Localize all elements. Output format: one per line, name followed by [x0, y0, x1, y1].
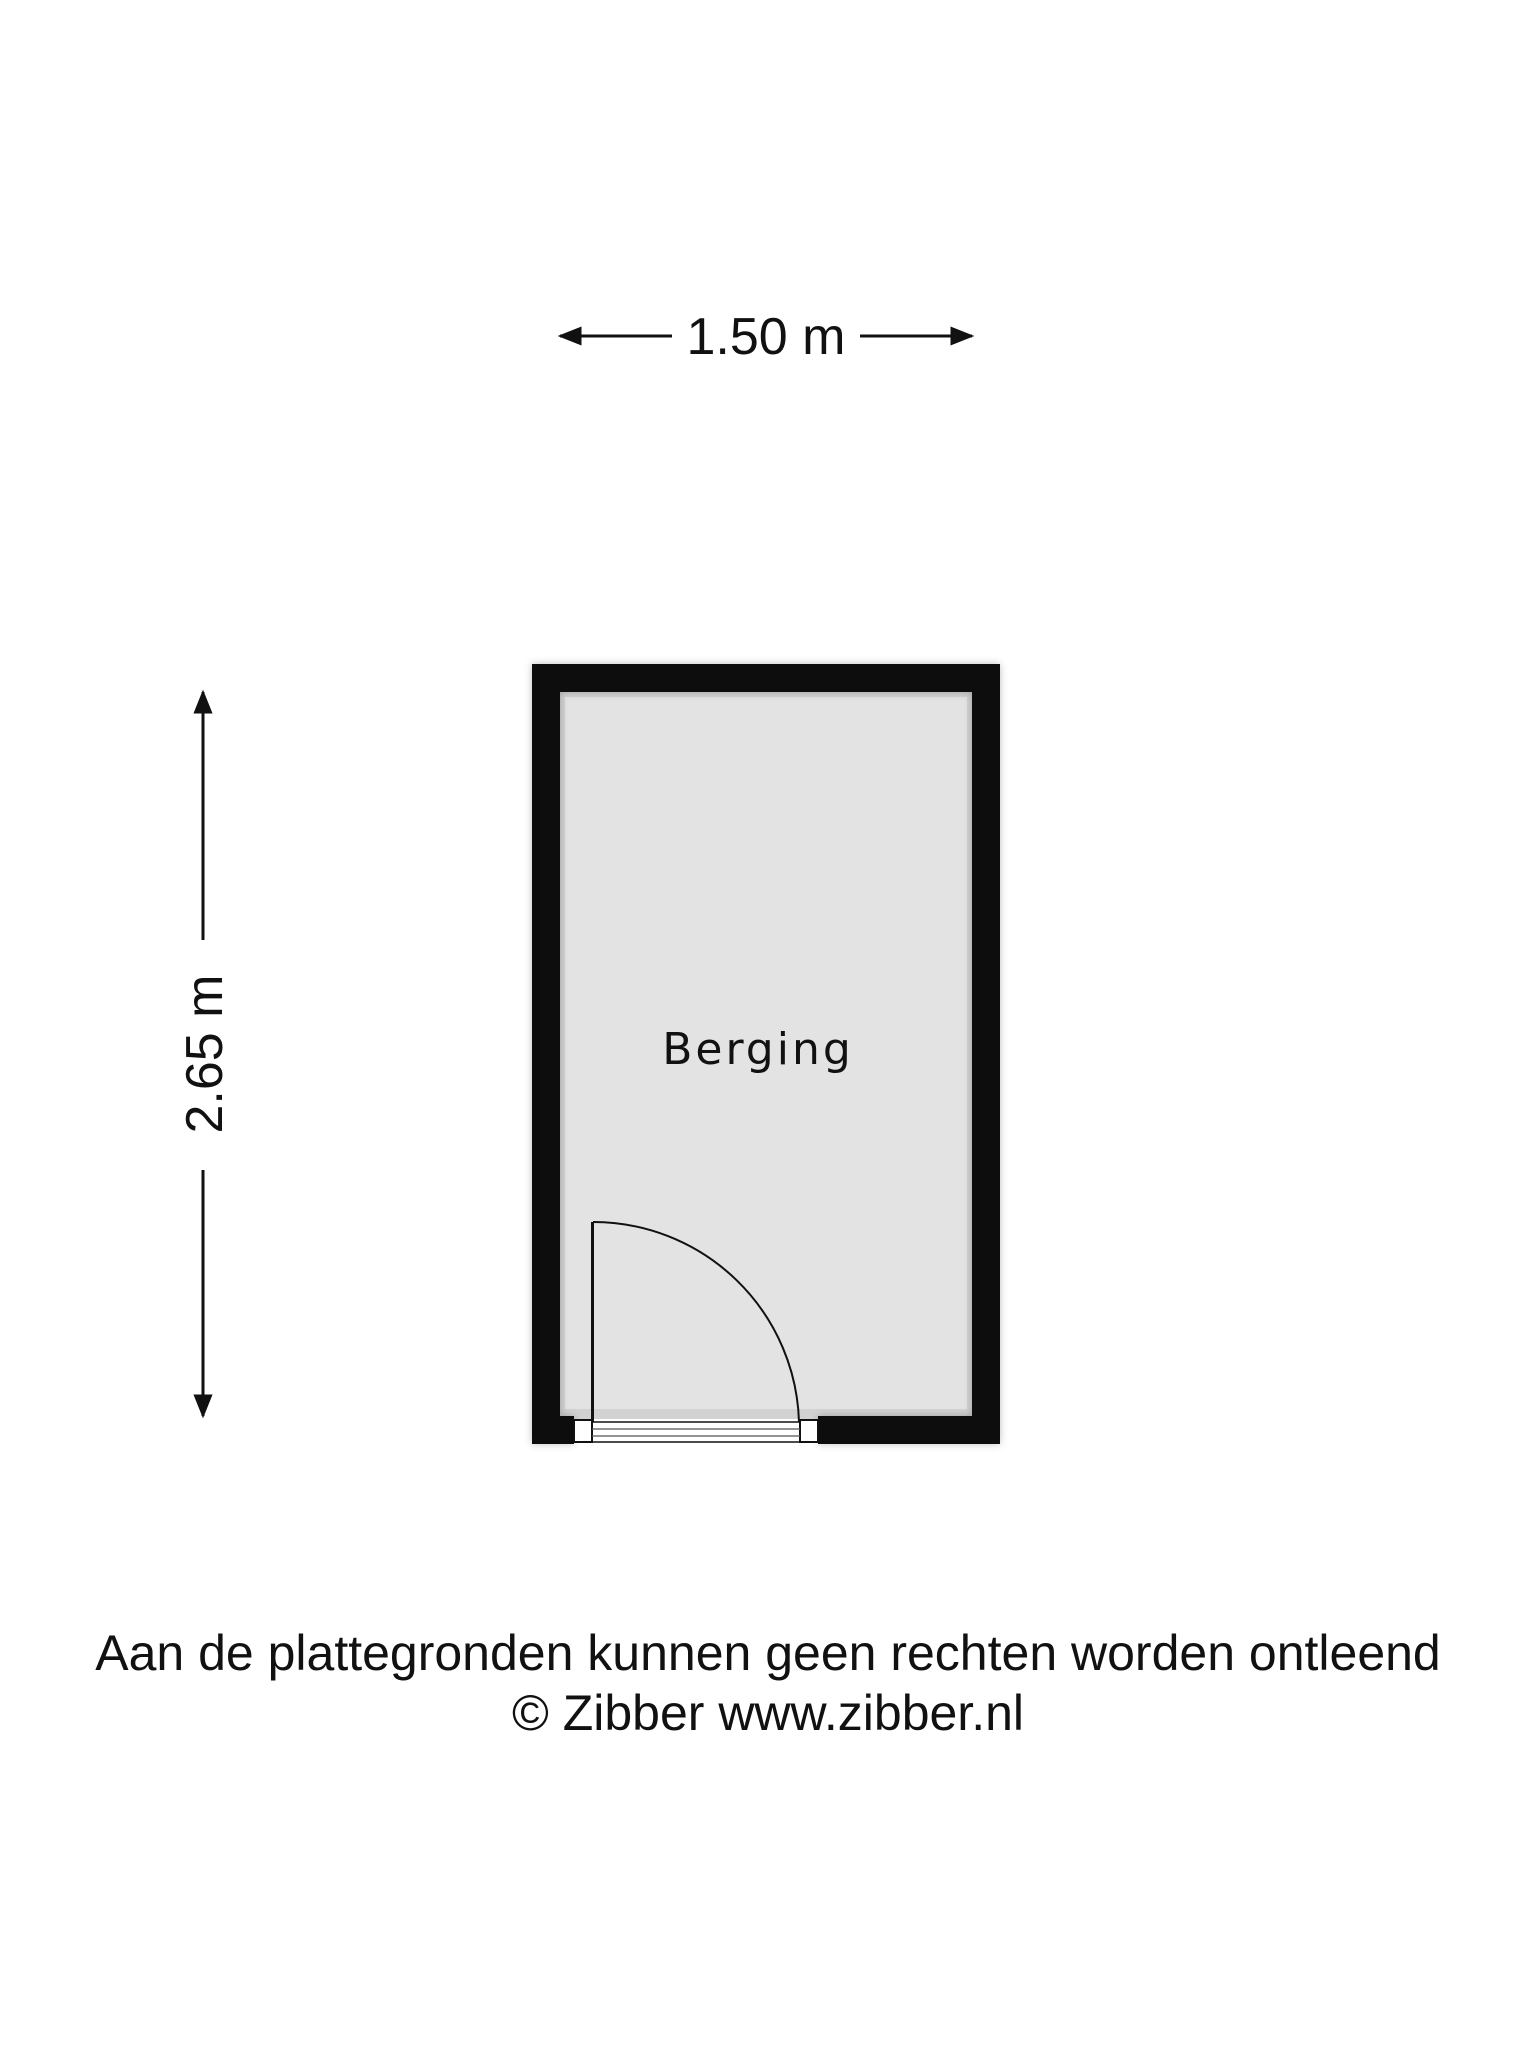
height-label: 2.65 m	[176, 974, 234, 1134]
room-label: Berging	[662, 1024, 854, 1075]
door-jamb-left	[574, 1420, 592, 1442]
wall-right	[972, 664, 1000, 1444]
footer	[95, 1625, 1441, 1741]
wall-bottom-right	[818, 1416, 1000, 1444]
width-label: 1.50 m	[686, 308, 846, 366]
footer-copyright: © Zibber www.zibber.nl	[511, 1685, 1025, 1741]
footer-disclaimer: Aan de plattegronden kunnen geen rechten worden ontleend	[95, 1625, 1441, 1681]
room	[532, 664, 1000, 1444]
wall-left	[532, 664, 560, 1444]
height-dimension	[176, 692, 234, 1416]
door-leaf	[591, 1222, 594, 1422]
wall-top	[532, 664, 1000, 692]
wall-bottom-left	[532, 1416, 574, 1444]
door-jamb-right	[800, 1420, 818, 1442]
width-dimension	[560, 308, 972, 366]
